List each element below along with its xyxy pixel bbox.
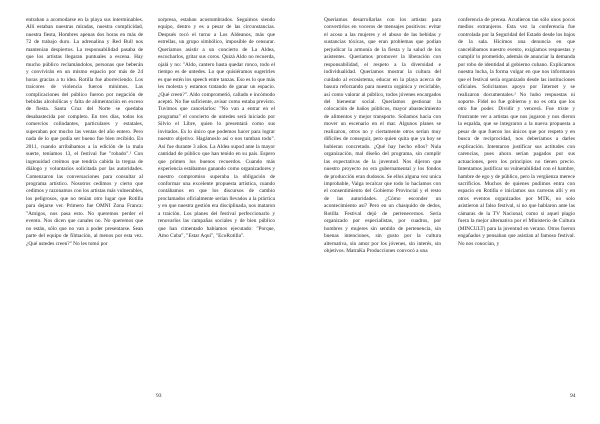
body-text: conferencia de prensa. Acudieron tan sólo unos pocos medios extranjeros. Esta vez la conferencia fue controlada por la Seguridad del Estado desde los bajos de la sala. Hicimos una denuncia en que cancelábamos nuestro evento, exigíamos respuestas y cumplir lo prometido, además de anunciar la demanda por robo de identidad al gobierno cubano. Explicamos nuestra lucha, la forma vulgar en que nos informaron que el festival sería organizado desde las instituciones oficiales. Solicitamos apoyo por Internet y se realizaron documentales.² No hubo respuestas ni soporte. Fidel no fue gobierno y no es otra que los otro fue poder. Dividir y vencerá. Fue triste y frustrante ver a artistas que nos jugaron y nos dieron la espalda, que se integraron a la nueva propuesta a pesar de que fueron los únicos que por respeto y en busca de reciprocidad, nos deberíamos a darles explicación. Intentaron justificar sus actitudes con carencias, pues ahora serían pagados por sus actuaciones, pero los principios no tienen precio. Intentamos justificar su vulnerabilidad con el hambre, hambre de ego y de público, pero la vergüenza merece sacrificios. Muchos de quienes pudimos entra con espacio en Rotilla e iniciamos sus carreras allí y en otros eventos organizados por MTK, no solo asistieron al falso festival, si no que hablaron ante las cámaras de la TV Nacional, como si aquel plagio fuera la mejor alternativa por el Ministerio de Cultura (MINCULT) para la juventud en verano. Otros fueron engañados y pensaban que asistían al famoso festival. No nos conocían, y (458, 17, 575, 247)
page-number: 93 (156, 393, 162, 399)
page-number: 94 (570, 393, 576, 399)
text-column (158, 17, 275, 241)
text-column (26, 17, 143, 248)
text-column (324, 17, 441, 256)
body-text: sorpresa, estaban acostumbrados. Seguimos siendo equipo, dentro y es a pesar de las circunstancias. Después tocó el turno a Los Aldeanos, más que estrellas, un grupo simbólico, imposible de censurar. Queríamos asistir a un concierto de La Aldea, escucharlos, gritar sus coros. Quizá Aldo no recuerda, ojalá y no: "Aldo, cantero hasta quedar ronco, todo el tiempo es de untedes. Lo que quisiéramos sugerirles es que estén los speech entre tanzas. Eso es lo que más les molesta y estamos tratando de ganar un espacio. ¿Qué creen?". Aldo comprometió, callado e incómodo aceptó. No fue suficiente, avisar como estaba previsto. Tuvimos que cancelarlos: "No van a entrar en el programa" el concierto de untedes será iniciado por Silvio el Libre, quien lo presentará como sus invitados. Es lo único que podemos hacer para lograr nuestro objetivo. Hagámoslo así o nos tumban todo". Así fue durante 3 años. La Aldea supod ante la mayor cantidad de público que han tenido en su país. Espero que primen los buenos recuerdos. Cuando más experiencia estábamos ganando como organizadores y nuestro compromiso superaba la obligación de conformar una excelente propuesta artística, cuando contábamos en que los discursos de cambio proclamados oficialmente serían llevados a la práctica y en que nuestra gestión era disciplinada, nos mataron a traición. Los planes del festival perfeccionarlo y renovarlos las campañas sociales y de bien público que han cimentado habíamos ejecutado: "Porque, Amo Cuba", "Estar Aquí", "EcoRotilla". (158, 17, 275, 240)
body-text: entraban a acomodarse en la playa sus interminables. Allí estaban nuestras miradas, nuestra complicidad, nuestra fiesta, Hombres apenas dos horas en más de 72 de trabajo duro. La adrenalina y Red Bull nos mantenían despiertos. La responsabilidad pasaba de que los artistas llegaran puntuales a escena. Hay mucho público reclamándolos, personas que beberán y convivirán en un mismo espacio por más de 24 horas gracias a tu idea. Rotilla fue aborreciendo. Los traicores de violencia fueron mínimos. Las complicaciones del público fueron por negación de bebidas alcohólicas y falta de alimentación en exceso de fiesta. Santa Cruz del Norte se quedaba desabastecida por completo. En tres días, todos los comercios colindantes, particulares y estatales, superaban por mucho las ventas del año entero. Pero nada de lo que podía ser bueno fue bien recibido. En 2011, cuando arribábamos a la edición de la mala suerte, teníamos 13, el festival fue "robado".¹ Con ingenuidad creímos que tendría cabida la tregua de diálogo y voluntarios solicitada por las autoridades. Comenzaron las conversaciones para consultar al programa artístico. Nosotros cedimos y cierto que cedimos y razonamos con los artistas más vulnerables, los peligrosos, que no tenían otro lugar que Rotilla para dejarse ver. Primero fue OMNI Zona Franca: "Amigos, nos pasa esto. No queremos perder el evento. Nos dicen que canales no. No queremos que no están, sólo que no van a poder presentarse. Sean parte del equipo de filmación, al menos por esta vez. ¿Qué ustedes creen?" No les tomó por (26, 17, 143, 247)
right-page (300, 0, 600, 424)
text-column (458, 17, 575, 248)
body-text: Queríamos desarrollarlas con los artistas para convertirlos en voceros de mensajes positivos: evitar el acoso a las mujeres y el abuso de las bebidas y sustancias tóxicas, que eran problemas que podían perjudicar la armonía de la fiesta y la salud de los asistentes. Queríamos promover la liberación con responsabilidad, el respeto a la diversidad e individualidad. Queríamos mostrar la cultura del cuidado al ecosistema, educar en la playa acerca de basura reforzando para nuestra orgánica y reciclable, así como valorar al público, todos jóvenes encargados del bienestar social. Queríamos gestionar la colocación de baños públicos, mayor abastecimiento de alimentos y mejor transporte. Soñamos hacia con mover un escenario en el mar. Algunos planes se realizaron, otros no y ciertamente otros serían muy difíciles de conseguir, pero quien quita que ya hoy se hubieran concretado. ¿Qué hay hecho ellos? Nula organización, mal diseño del programa, sin cumplir las expectativas de la juventud. Nos dijeron que nuestro proyecto no era gubernamental y los fondos de producción eran dudosos. Se ellos alguna vez unica improbable, Valga recalcar que todo lo hacíamos con el consentimiento del Gobierno Provincial y el resto de las autoridades. ¿Cómo esconder un acontecimiento así? Pero en un chasquido de dedos, Rotilla Festival dejó de pertenecernos. Sería organizado por especialistas, por cuadros, por hombres y mujeres sin sentido de pertenencia, sin buenas intenciones, sin gusto por la cultura alternativa, sin amor por los jóvenes, sin interés, sin objetivos. MatraKa Producciones convocó a una (324, 17, 441, 255)
